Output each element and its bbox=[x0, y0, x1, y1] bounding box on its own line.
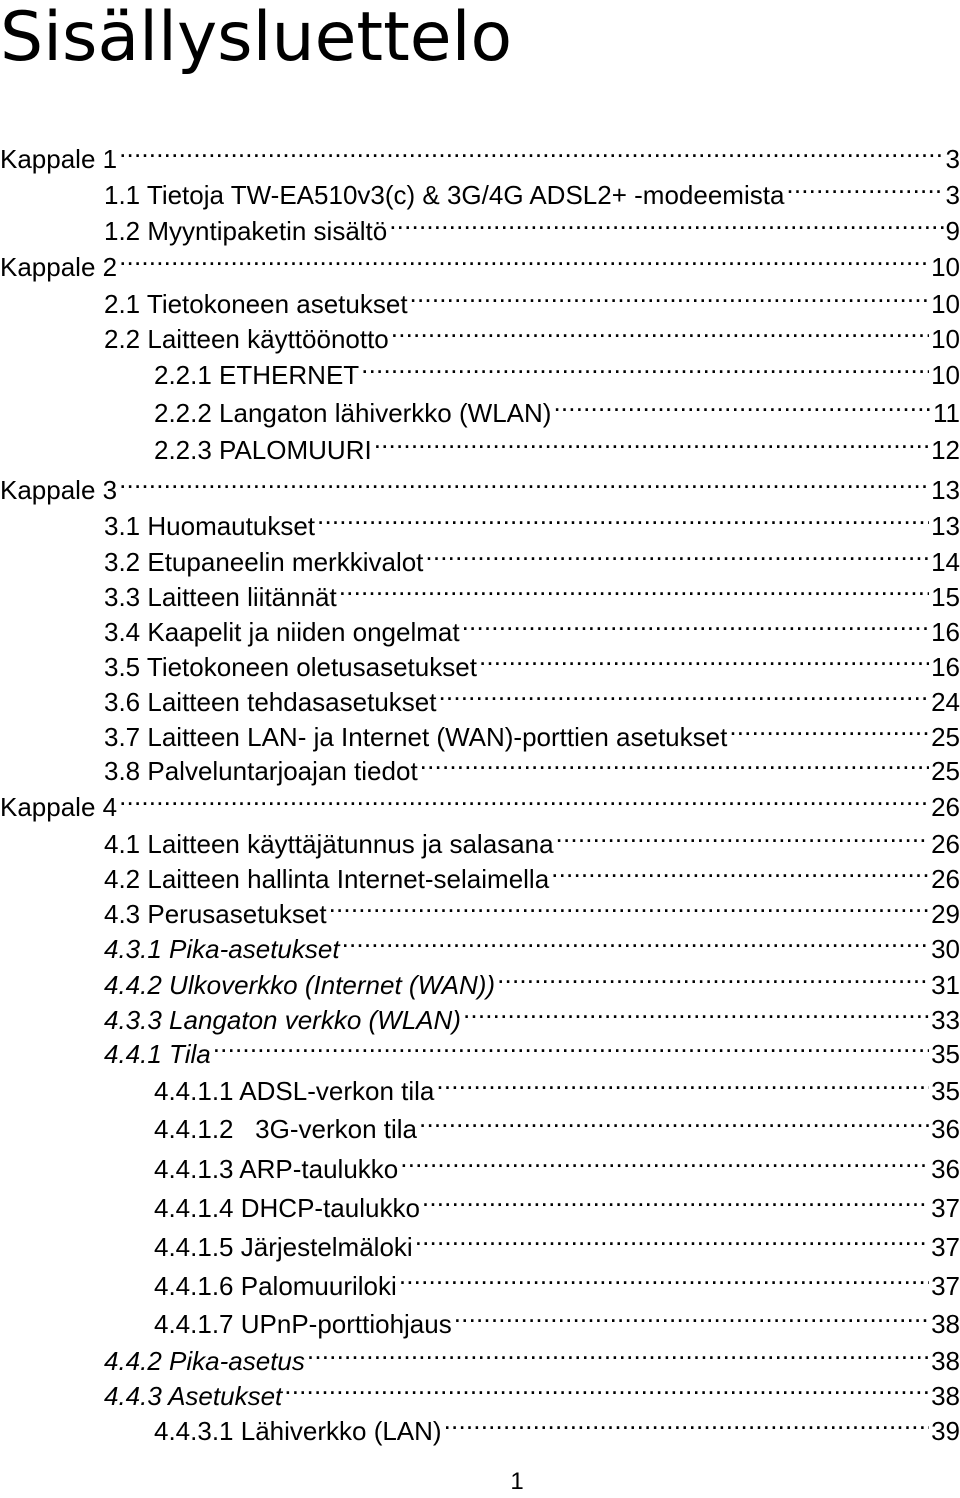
toc-entry-page: 38 bbox=[931, 1346, 960, 1376]
page-title: Sisällysluettelo bbox=[0, 0, 513, 77]
toc-entry[interactable] bbox=[154, 1181, 960, 1223]
toc-dot-leader bbox=[361, 348, 929, 384]
toc-entry-page: 10 bbox=[931, 360, 960, 390]
toc-entry-page: 36 bbox=[931, 1154, 960, 1184]
toc-entry[interactable] bbox=[104, 993, 960, 1035]
toc-entry[interactable] bbox=[154, 423, 960, 465]
toc-entry-page: 31 bbox=[931, 970, 960, 1000]
toc-entry-title: 4.4.1.3 ARP-taulukko bbox=[154, 1154, 399, 1184]
toc-dot-leader bbox=[436, 1064, 929, 1100]
toc-entry-title: 4.4.1.6 Palomuuriloki bbox=[154, 1271, 397, 1301]
toc-entry-title: Kappale 4 bbox=[0, 792, 118, 822]
toc-entry[interactable] bbox=[104, 168, 960, 210]
toc-entry[interactable] bbox=[104, 1027, 960, 1069]
toc-entry[interactable] bbox=[104, 605, 960, 647]
toc-dot-leader bbox=[374, 423, 929, 459]
toc-entry[interactable] bbox=[154, 1220, 960, 1262]
toc-entry-page: 38 bbox=[931, 1309, 960, 1339]
toc-entry[interactable] bbox=[104, 1334, 960, 1376]
toc-entry-page: 10 bbox=[931, 289, 960, 319]
toc-entry-title: 4.4.3 Asetukset bbox=[104, 1381, 283, 1411]
toc-entry-page: 11 bbox=[933, 398, 960, 428]
toc-entry-page: 26 bbox=[931, 829, 960, 859]
toc-dot-leader bbox=[462, 605, 929, 641]
toc-entry-page: 37 bbox=[931, 1232, 960, 1262]
toc-dot-leader bbox=[438, 675, 929, 711]
toc-entry[interactable] bbox=[154, 386, 960, 428]
toc-dot-leader bbox=[391, 312, 929, 348]
toc-entry-page: 30 bbox=[931, 934, 960, 964]
toc-entry-title: 2.2.2 Langaton lähiverkko (WLAN) bbox=[154, 398, 552, 428]
toc-entry[interactable] bbox=[154, 1259, 960, 1301]
toc-entry-title: 3.8 Palveluntarjoajan tiedot bbox=[104, 756, 418, 786]
toc-entry-title: Kappale 2 bbox=[0, 252, 118, 282]
toc-dot-leader bbox=[119, 463, 929, 499]
toc-entry-page: 3 bbox=[945, 180, 960, 210]
toc-dot-leader bbox=[119, 132, 943, 168]
toc-dot-leader bbox=[415, 1220, 929, 1256]
toc-entry-page: 15 bbox=[931, 582, 960, 612]
toc-entry-page: 37 bbox=[931, 1271, 960, 1301]
toc-dot-leader bbox=[444, 1404, 929, 1440]
toc-dot-leader bbox=[463, 993, 929, 1029]
toc-entry[interactable] bbox=[104, 744, 960, 786]
toc-dot-leader bbox=[317, 499, 929, 535]
toc-entry[interactable] bbox=[104, 499, 960, 541]
toc-entry[interactable] bbox=[104, 312, 960, 354]
toc-entry[interactable] bbox=[0, 132, 960, 174]
toc-entry-title: 3.3 Laitteen liitännät bbox=[104, 582, 337, 612]
toc-entry-title: 1.1 Tietoja TW-EA510v3(c) & 3G/4G ADSL2+ -modeemista bbox=[104, 180, 785, 210]
toc-dot-leader bbox=[213, 1027, 929, 1063]
toc-dot-leader bbox=[556, 817, 930, 853]
toc-entry[interactable] bbox=[104, 958, 960, 1000]
toc-dot-leader bbox=[389, 204, 943, 240]
toc-entry-title: 4.4.3.1 Lähiverkko (LAN) bbox=[154, 1416, 442, 1446]
toc-entry-page: 26 bbox=[931, 864, 960, 894]
toc-entry-title: 4.2 Laitteen hallinta Internet-selaimella bbox=[104, 864, 550, 894]
toc-entry-title: 3.6 Laitteen tehdasasetukset bbox=[104, 687, 437, 717]
toc-entry-page: 35 bbox=[931, 1039, 960, 1069]
toc-entry[interactable] bbox=[104, 204, 960, 246]
toc-entry-title: 3.5 Tietokoneen oletusasetukset bbox=[104, 652, 477, 682]
toc-entry-title: 3.2 Etupaneelin merkkivalot bbox=[104, 547, 424, 577]
toc-dot-leader bbox=[553, 386, 931, 422]
toc-entry-page: 39 bbox=[931, 1416, 960, 1446]
toc-entry-title: 4.3.1 Pika-asetukset bbox=[104, 934, 340, 964]
toc-dot-leader bbox=[425, 535, 929, 571]
toc-dot-leader bbox=[307, 1334, 929, 1370]
toc-entry-title: 3.1 Huomautukset bbox=[104, 511, 316, 541]
toc-entry[interactable] bbox=[154, 348, 960, 390]
toc-entry[interactable] bbox=[154, 1142, 960, 1184]
toc-dot-leader bbox=[551, 852, 929, 888]
toc-entry-title: 4.4.1.7 UPnP-porttiohjaus bbox=[154, 1309, 452, 1339]
toc-entry-page: 10 bbox=[931, 252, 960, 282]
toc-entry-page: 24 bbox=[931, 687, 960, 717]
toc-dot-leader bbox=[119, 780, 929, 816]
toc-entry[interactable] bbox=[0, 240, 960, 282]
toc-dot-leader bbox=[342, 922, 930, 958]
toc-entry[interactable] bbox=[104, 852, 960, 894]
toc-dot-leader bbox=[339, 570, 929, 606]
toc-entry-page: 16 bbox=[931, 652, 960, 682]
toc-dot-leader bbox=[420, 744, 929, 780]
toc-dot-leader bbox=[400, 1142, 929, 1178]
toc-entry[interactable] bbox=[104, 675, 960, 717]
toc-entry-title: 4.4.2 Ulkoverkko (Internet (WAN)) bbox=[104, 970, 496, 1000]
toc-entry-page: 29 bbox=[931, 899, 960, 929]
toc-dot-leader bbox=[479, 640, 929, 676]
toc-entry-title: 3.7 Laitteen LAN- ja Internet (WAN)-porttien asetukset bbox=[104, 722, 728, 752]
toc-entry-title: 3.4 Kaapelit ja niiden ongelmat bbox=[104, 617, 460, 647]
toc-entry[interactable] bbox=[104, 887, 960, 929]
toc-entry-title: 4.4.1.5 Järjestelmäloki bbox=[154, 1232, 413, 1262]
toc-entry-page: 36 bbox=[931, 1114, 960, 1144]
toc-entry-page: 16 bbox=[931, 617, 960, 647]
toc-dot-leader bbox=[329, 887, 930, 923]
toc-entry-title: 4.4.1.2 3G-verkon tila bbox=[154, 1114, 418, 1144]
toc-entry-page: 13 bbox=[931, 475, 960, 505]
toc-entry[interactable] bbox=[104, 535, 960, 577]
toc-entry[interactable] bbox=[154, 1102, 960, 1144]
toc-entry-title: Kappale 3 bbox=[0, 475, 118, 505]
toc-dot-leader bbox=[410, 277, 930, 313]
toc-entry[interactable] bbox=[104, 710, 960, 752]
toc-entry[interactable] bbox=[104, 277, 960, 319]
toc-entry-page: 33 bbox=[931, 1005, 960, 1035]
toc-entry[interactable] bbox=[0, 780, 960, 822]
toc-dot-leader bbox=[786, 168, 943, 204]
toc-entry-page: 13 bbox=[931, 511, 960, 541]
toc-dot-leader bbox=[729, 710, 929, 746]
toc-entry[interactable] bbox=[104, 570, 960, 612]
toc-entry-title: 4.4.1.4 DHCP-taulukko bbox=[154, 1193, 420, 1223]
toc-entry-page: 38 bbox=[931, 1381, 960, 1411]
toc-entry-title: 4.4.2 Pika-asetus bbox=[104, 1346, 305, 1376]
toc-dot-leader bbox=[284, 1369, 929, 1405]
toc-entry[interactable] bbox=[104, 1369, 960, 1411]
toc-entry-title: 4.4.1.1 ADSL-verkon tila bbox=[154, 1076, 435, 1106]
toc-dot-leader bbox=[497, 958, 929, 994]
toc-entry-title: 2.2.3 PALOMUURI bbox=[154, 435, 372, 465]
toc-entry-title: 2.2 Laitteen käyttöönotto bbox=[104, 324, 389, 354]
toc-dot-leader bbox=[119, 240, 929, 276]
toc-entry[interactable] bbox=[104, 640, 960, 682]
toc-entry[interactable] bbox=[154, 1297, 960, 1339]
toc-entry-title: 2.1 Tietokoneen asetukset bbox=[104, 289, 408, 319]
toc-entry-page: 9 bbox=[945, 216, 960, 246]
toc-dot-leader bbox=[454, 1297, 929, 1333]
toc-entry-title: Kappale 1 bbox=[0, 144, 118, 174]
toc-entry-title: 4.3 Perusasetukset bbox=[104, 899, 327, 929]
toc-entry-title: 4.1 Laitteen käyttäjätunnus ja salasana bbox=[104, 829, 554, 859]
toc-entry-page: 25 bbox=[931, 756, 960, 786]
toc-dot-leader bbox=[419, 1102, 929, 1138]
toc-entry-title: 4.4.1 Tila bbox=[104, 1039, 211, 1069]
toc-entry-page: 26 bbox=[931, 792, 960, 822]
toc-entry[interactable] bbox=[0, 463, 960, 505]
toc-entry-page: 10 bbox=[931, 324, 960, 354]
toc-entry-title: 2.2.1 ETHERNET bbox=[154, 360, 360, 390]
toc-entry-page: 3 bbox=[945, 144, 960, 174]
toc-dot-leader bbox=[399, 1259, 929, 1295]
toc-entry-page: 14 bbox=[931, 547, 960, 577]
page-number: 1 bbox=[510, 1468, 524, 1495]
toc-entry[interactable] bbox=[104, 922, 960, 964]
toc-entry-title: 4.3.3 Langaton verkko (WLAN) bbox=[104, 1005, 461, 1035]
toc-entry-page: 12 bbox=[931, 435, 960, 465]
toc-entry-page: 35 bbox=[931, 1076, 960, 1106]
toc-entry[interactable] bbox=[104, 817, 960, 859]
toc-entry-page: 37 bbox=[931, 1193, 960, 1223]
toc-entry[interactable] bbox=[154, 1064, 960, 1106]
toc-dot-leader bbox=[422, 1181, 929, 1217]
toc-entry-page: 25 bbox=[931, 722, 960, 752]
toc-entry[interactable] bbox=[154, 1404, 960, 1446]
toc-entry-title: 1.2 Myyntipaketin sisältö bbox=[104, 216, 388, 246]
